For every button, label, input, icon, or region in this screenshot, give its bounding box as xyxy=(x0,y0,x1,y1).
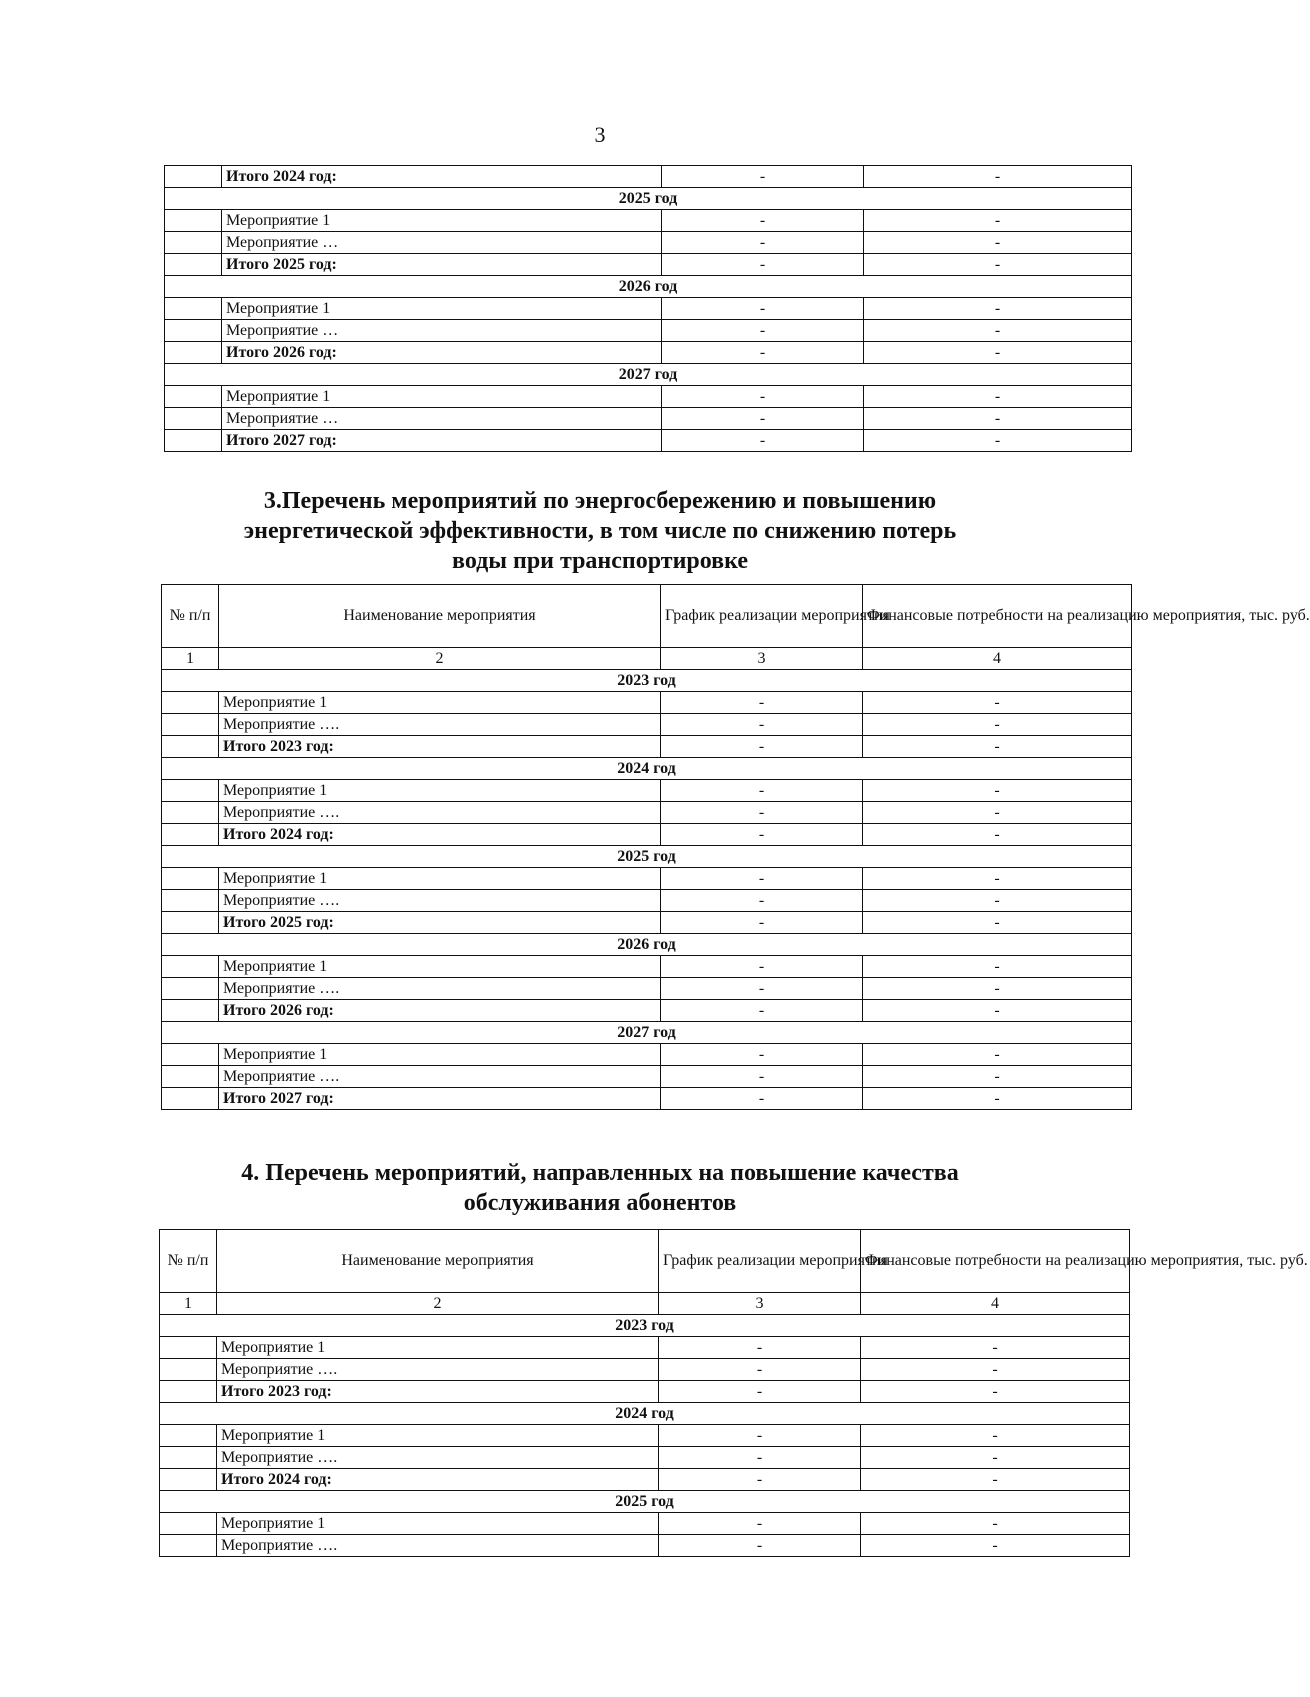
total-row xyxy=(162,1000,1132,1022)
year-row xyxy=(160,1491,1130,1513)
total-label: Итого 2024 год: xyxy=(217,1469,659,1491)
table-row xyxy=(162,978,1132,1000)
activity-name: Мероприятие …. xyxy=(219,802,661,824)
finance-cell: - xyxy=(861,1447,1130,1469)
finance-cell: - xyxy=(864,342,1132,364)
total-label: Итого 2024 год: xyxy=(219,824,661,846)
row-number-cell xyxy=(165,342,222,364)
row-number-cell xyxy=(165,298,222,320)
section-3-table xyxy=(161,584,1310,1110)
year-label: 2026 год xyxy=(165,276,1132,298)
year-row xyxy=(162,846,1132,868)
activity-name: Мероприятие …. xyxy=(217,1359,659,1381)
table-row xyxy=(165,232,1132,254)
schedule-cell: - xyxy=(659,1381,861,1403)
col-schedule-header: График реализации мероприятия xyxy=(659,1230,861,1293)
row-number-cell xyxy=(162,890,219,912)
table-row xyxy=(165,320,1132,342)
row-number-cell xyxy=(165,166,222,188)
total-row xyxy=(165,430,1132,452)
year-label: 2025 год xyxy=(162,846,1132,868)
section-3-title-line: 3.Перечень мероприятий по энергосбережению и повышению xyxy=(263,488,937,514)
col-finance-header: Финансовые потребности на реализацию мероприятия, тыс. руб. xyxy=(863,585,1132,648)
row-number-cell xyxy=(165,386,222,408)
table-row xyxy=(162,780,1132,802)
finance-cell: - xyxy=(861,1337,1130,1359)
schedule-cell: - xyxy=(662,342,864,364)
row-number-cell xyxy=(160,1337,217,1359)
total-row xyxy=(162,912,1132,934)
activity-name: Мероприятие …. xyxy=(219,890,661,912)
row-number-cell xyxy=(165,320,222,342)
year-row xyxy=(162,934,1132,956)
col-number: 1 xyxy=(160,1293,217,1315)
table-row xyxy=(160,1535,1130,1557)
col-number: 2 xyxy=(217,1293,659,1315)
finance-cell: - xyxy=(863,1088,1132,1110)
finance-cell: - xyxy=(864,166,1132,188)
schedule-cell: - xyxy=(662,254,864,276)
schedule-cell: - xyxy=(659,1469,861,1491)
finance-cell: - xyxy=(863,890,1132,912)
total-row xyxy=(160,1469,1130,1491)
year-row xyxy=(165,188,1132,210)
total-label: Итого 2024 год: xyxy=(222,166,662,188)
finance-cell: - xyxy=(864,254,1132,276)
finance-cell: - xyxy=(864,408,1132,430)
schedule-cell: - xyxy=(661,1088,863,1110)
year-label: 2025 год xyxy=(165,188,1132,210)
row-number-cell xyxy=(160,1425,217,1447)
table-row xyxy=(160,1359,1130,1381)
total-label: Итого 2023 год: xyxy=(217,1381,659,1403)
total-label: Итого 2025 год: xyxy=(222,254,662,276)
year-label: 2027 год xyxy=(165,364,1132,386)
total-label: Итого 2025 год: xyxy=(219,912,661,934)
year-label: 2024 год xyxy=(160,1403,1130,1425)
schedule-cell: - xyxy=(661,1044,863,1066)
row-number-cell xyxy=(160,1469,217,1491)
row-number-cell xyxy=(162,1088,219,1110)
row-number-cell xyxy=(160,1359,217,1381)
table-row xyxy=(162,802,1132,824)
finance-cell: - xyxy=(863,912,1132,934)
col-num-header: № п/п xyxy=(160,1230,217,1293)
schedule-cell: - xyxy=(662,166,864,188)
row-number-cell xyxy=(162,912,219,934)
schedule-cell: - xyxy=(661,890,863,912)
col-number: 3 xyxy=(661,648,863,670)
row-number-cell xyxy=(162,780,219,802)
finance-cell: - xyxy=(864,430,1132,452)
schedule-cell: - xyxy=(661,780,863,802)
schedule-cell: - xyxy=(661,868,863,890)
total-label: Итого 2026 год: xyxy=(219,1000,661,1022)
year-label: 2023 год xyxy=(160,1315,1130,1337)
row-number-cell xyxy=(162,824,219,846)
row-number-cell xyxy=(162,736,219,758)
activity-name: Мероприятие …. xyxy=(217,1535,659,1557)
schedule-cell: - xyxy=(661,824,863,846)
schedule-cell: - xyxy=(659,1359,861,1381)
total-row xyxy=(165,254,1132,276)
row-number-cell xyxy=(165,430,222,452)
row-number-cell xyxy=(160,1381,217,1403)
activity-name: Мероприятие 1 xyxy=(219,1044,661,1066)
activity-name: Мероприятие … xyxy=(222,408,662,430)
activity-name: Мероприятие … xyxy=(222,232,662,254)
finance-cell: - xyxy=(863,692,1132,714)
finance-cell: - xyxy=(861,1425,1130,1447)
column-number-row xyxy=(160,1293,1130,1315)
table-row xyxy=(165,298,1132,320)
table-row xyxy=(162,1044,1132,1066)
schedule-cell: - xyxy=(661,956,863,978)
activity-name: Мероприятие 1 xyxy=(219,956,661,978)
row-number-cell xyxy=(162,1044,219,1066)
table-row xyxy=(160,1447,1130,1469)
schedule-cell: - xyxy=(662,210,864,232)
row-number-cell xyxy=(160,1513,217,1535)
activity-name: Мероприятие 1 xyxy=(222,210,662,232)
schedule-cell: - xyxy=(662,320,864,342)
row-number-cell xyxy=(162,714,219,736)
year-label: 2023 год xyxy=(162,670,1132,692)
finance-cell: - xyxy=(863,868,1132,890)
schedule-cell: - xyxy=(662,408,864,430)
col-name-header: Наименование мероприятия xyxy=(219,585,661,648)
total-row xyxy=(160,1381,1130,1403)
section-4-title-line: обслуживания абонентов xyxy=(463,1190,737,1216)
finance-cell: - xyxy=(863,736,1132,758)
schedule-cell: - xyxy=(659,1337,861,1359)
year-row xyxy=(165,364,1132,386)
table-row xyxy=(162,868,1132,890)
page-number: 3 xyxy=(594,122,606,147)
activity-name: Мероприятие …. xyxy=(219,1066,661,1088)
schedule-cell: - xyxy=(662,430,864,452)
table-row xyxy=(160,1337,1130,1359)
row-number-cell xyxy=(162,692,219,714)
activity-name: Мероприятие 1 xyxy=(217,1425,659,1447)
finance-cell: - xyxy=(863,714,1132,736)
schedule-cell: - xyxy=(661,736,863,758)
col-finance-header: Финансовые потребности на реализацию мероприятия, тыс. руб. xyxy=(861,1230,1130,1293)
table-header-row xyxy=(160,1230,1130,1293)
continuation-table xyxy=(164,165,1132,452)
row-number-cell xyxy=(165,210,222,232)
total-row xyxy=(165,342,1132,364)
year-label: 2024 год xyxy=(162,758,1132,780)
table-row xyxy=(162,956,1132,978)
total-label: Итого 2023 год: xyxy=(219,736,661,758)
finance-cell: - xyxy=(863,1000,1132,1022)
activity-name: Мероприятие 1 xyxy=(219,868,661,890)
table-row xyxy=(162,890,1132,912)
activity-name: Мероприятие 1 xyxy=(217,1337,659,1359)
table-row xyxy=(162,692,1132,714)
year-label: 2026 год xyxy=(162,934,1132,956)
schedule-cell: - xyxy=(661,912,863,934)
section-3-title-line: воды при транспортировке xyxy=(452,548,748,574)
year-row xyxy=(162,1022,1132,1044)
year-row xyxy=(162,670,1132,692)
schedule-cell: - xyxy=(662,298,864,320)
finance-cell: - xyxy=(863,1044,1132,1066)
row-number-cell xyxy=(162,802,219,824)
schedule-cell: - xyxy=(661,802,863,824)
schedule-cell: - xyxy=(661,1066,863,1088)
col-number: 2 xyxy=(219,648,661,670)
col-number: 3 xyxy=(659,1293,861,1315)
table-row xyxy=(162,714,1132,736)
schedule-cell: - xyxy=(659,1513,861,1535)
table-row xyxy=(165,386,1132,408)
schedule-cell: - xyxy=(659,1535,861,1557)
finance-cell: - xyxy=(863,802,1132,824)
finance-cell: - xyxy=(861,1381,1130,1403)
section-3-title xyxy=(0,486,1200,576)
finance-cell: - xyxy=(863,956,1132,978)
table-header-row xyxy=(162,585,1132,648)
section-4-title-line: 4. Перечень мероприятий, направленных на повышение качества xyxy=(241,1160,959,1186)
row-number-cell xyxy=(160,1447,217,1469)
row-number-cell xyxy=(165,408,222,430)
activity-name: Мероприятие …. xyxy=(219,978,661,1000)
col-number: 4 xyxy=(863,648,1132,670)
table-row xyxy=(162,1066,1132,1088)
total-label: Итого 2027 год: xyxy=(219,1088,661,1110)
row-number-cell xyxy=(162,956,219,978)
schedule-cell: - xyxy=(661,714,863,736)
total-row xyxy=(165,166,1132,188)
row-number-cell xyxy=(162,1000,219,1022)
year-label: 2027 год xyxy=(162,1022,1132,1044)
row-number-cell xyxy=(165,232,222,254)
table-row xyxy=(160,1425,1130,1447)
row-number-cell xyxy=(162,868,219,890)
col-number: 1 xyxy=(162,648,219,670)
section-3-title-line: энергетической эффективности, в том числе по снижению потерь xyxy=(243,518,957,544)
total-label: Итого 2027 год: xyxy=(222,430,662,452)
schedule-cell: - xyxy=(659,1425,861,1447)
schedule-cell: - xyxy=(661,692,863,714)
table-row xyxy=(165,210,1132,232)
activity-name: Мероприятие 1 xyxy=(222,386,662,408)
row-number-cell xyxy=(165,254,222,276)
total-row xyxy=(162,736,1132,758)
activity-name: Мероприятие …. xyxy=(217,1447,659,1469)
activity-name: Мероприятие 1 xyxy=(217,1513,659,1535)
row-number-cell xyxy=(162,978,219,1000)
year-row xyxy=(160,1403,1130,1425)
finance-cell: - xyxy=(864,232,1132,254)
table-row xyxy=(160,1513,1130,1535)
schedule-cell: - xyxy=(661,978,863,1000)
total-label: Итого 2026 год: xyxy=(222,342,662,364)
activity-name: Мероприятие …. xyxy=(219,714,661,736)
col-name-header: Наименование мероприятия xyxy=(217,1230,659,1293)
total-row xyxy=(162,1088,1132,1110)
finance-cell: - xyxy=(864,298,1132,320)
row-number-cell xyxy=(162,1066,219,1088)
total-row xyxy=(162,824,1132,846)
col-number: 4 xyxy=(861,1293,1130,1315)
finance-cell: - xyxy=(864,320,1132,342)
finance-cell: - xyxy=(861,1535,1130,1557)
column-number-row xyxy=(162,648,1132,670)
finance-cell: - xyxy=(861,1469,1130,1491)
activity-name: Мероприятие 1 xyxy=(219,780,661,802)
year-row xyxy=(160,1315,1130,1337)
schedule-cell: - xyxy=(661,1000,863,1022)
schedule-cell: - xyxy=(659,1447,861,1469)
finance-cell: - xyxy=(863,824,1132,846)
col-num-header: № п/п xyxy=(162,585,219,648)
finance-cell: - xyxy=(864,386,1132,408)
activity-name: Мероприятие … xyxy=(222,320,662,342)
col-schedule-header: График реализации мероприятия xyxy=(661,585,863,648)
finance-cell: - xyxy=(861,1513,1130,1535)
activity-name: Мероприятие 1 xyxy=(219,692,661,714)
section-4-table xyxy=(159,1229,1308,1557)
schedule-cell: - xyxy=(662,232,864,254)
year-row xyxy=(162,758,1132,780)
year-row xyxy=(165,276,1132,298)
finance-cell: - xyxy=(861,1359,1130,1381)
schedule-cell: - xyxy=(662,386,864,408)
table-row xyxy=(165,408,1132,430)
finance-cell: - xyxy=(864,210,1132,232)
finance-cell: - xyxy=(863,780,1132,802)
year-label: 2025 год xyxy=(160,1491,1130,1513)
activity-name: Мероприятие 1 xyxy=(222,298,662,320)
section-4-title xyxy=(0,1158,1200,1218)
finance-cell: - xyxy=(863,978,1132,1000)
row-number-cell xyxy=(160,1535,217,1557)
finance-cell: - xyxy=(863,1066,1132,1088)
